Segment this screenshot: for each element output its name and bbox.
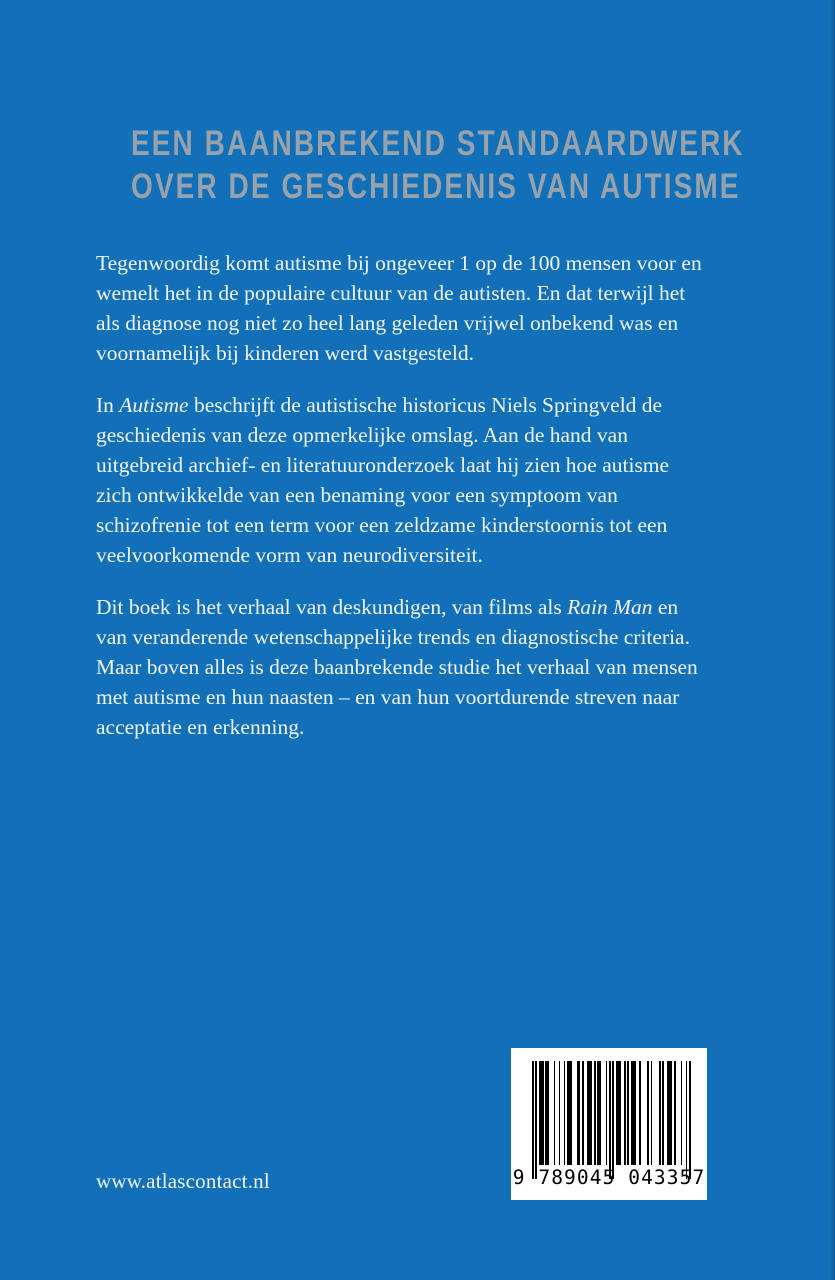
blurb-p3-after: en van veranderende wetenschappelijke trends en diagnostische criteria. Maar boven alles is deze baanbrekende studie het verhaal van mensen met autisme en hun naasten – en van hun voortdurende streven naar acceptatie en erkenning.	[96, 595, 698, 739]
headline-line-2: OVER DE GESCHIEDENIS VAN AUTISME	[131, 167, 741, 206]
barcode-digits: 9 789045 043357	[512, 1166, 706, 1189]
blurb-paragraph-1: Tegenwoordig komt autisme bij ongeveer 1 op de 100 mensen voor en wemelt het in de populaire cultuur van de autisten. En dat terwijl het als diagnose nog niet zo heel lang geleden vrijwel onbekend was en voornamelijk bij kinderen werd vastgesteld.	[96, 251, 702, 365]
blurb-p3-before: Dit boek is het verhaal van deskundigen, van films als	[96, 595, 568, 619]
blurb-p2-before: In	[96, 393, 120, 417]
barcode-bars	[532, 1061, 692, 1165]
blurb-p2-after: beschrijft de autistische historicus Niels Springveld de geschiedenis van deze opmerkelijke omslag. Aan de hand van uitgebreid archief- en literatuuronderzoek laat hij zien hoe autisme zich ontwikkelde van een benaming voor een symptoom van schizofrenie tot een term voor een zeldzame kinderstoornis tot een veelvoorkomende vorm van neurodiversiteit.	[96, 393, 670, 567]
cover-edge-shadow	[830, 0, 835, 1280]
cover-blurb	[96, 248, 706, 742]
blurb-paragraph-3	[96, 592, 706, 742]
book-title-autisme: Autisme	[119, 393, 189, 417]
blurb-paragraph-2	[96, 390, 706, 570]
headline-line-1: EEN BAANBREKEND STANDAARDWERK	[131, 124, 745, 163]
film-title-rain-man: Rain Man	[567, 595, 653, 619]
publisher-website: www.atlascontact.nl	[96, 1169, 270, 1193]
isbn-barcode	[511, 1048, 707, 1200]
cover-headline	[131, 122, 745, 208]
